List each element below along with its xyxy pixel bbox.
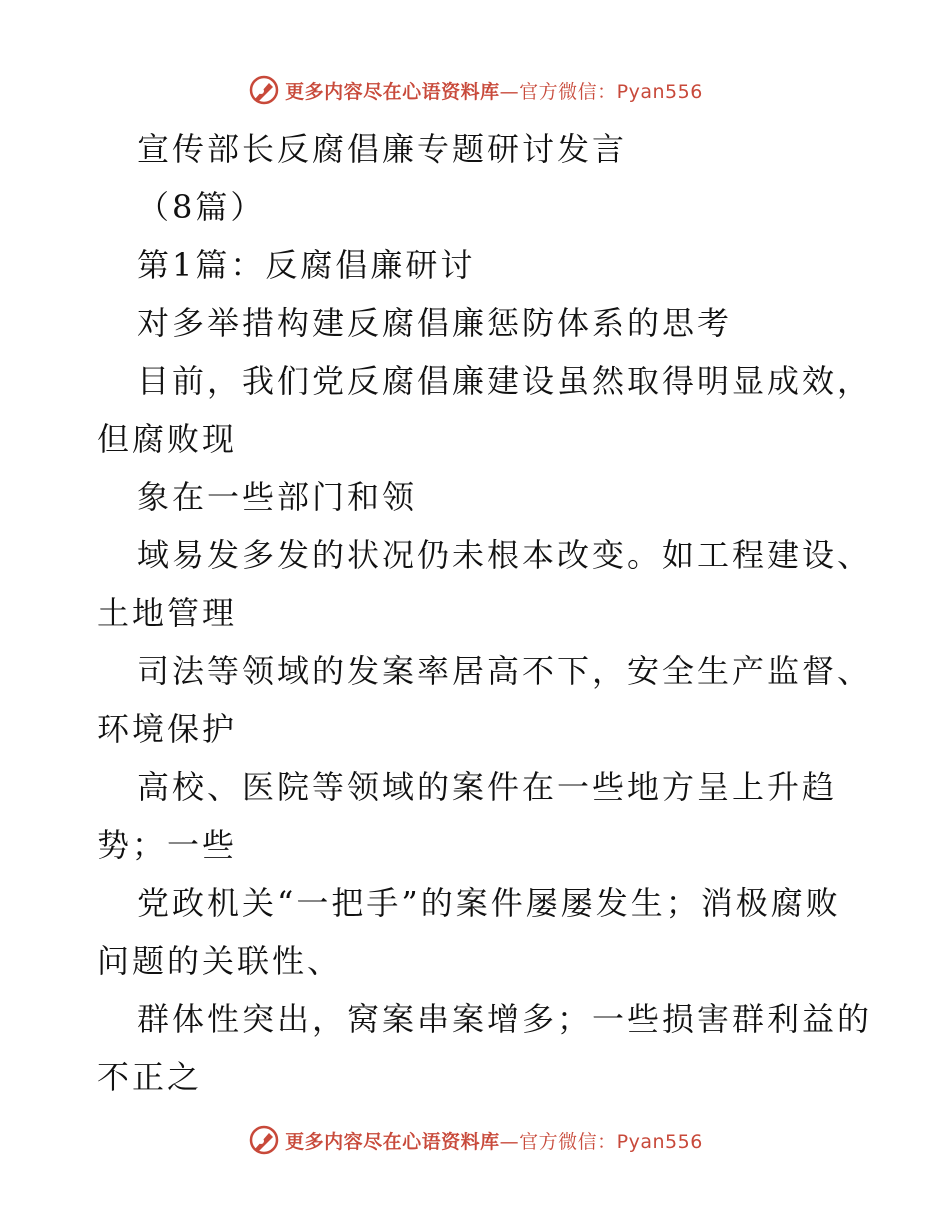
- watermark-text: 更多内容尽在心语资料库—官方微信：Pyan556: [285, 80, 703, 103]
- doc-subtitle: （8篇）: [137, 188, 266, 226]
- paragraph-line: 不正之: [97, 1058, 203, 1096]
- watermark-text: 更多内容尽在心语资料库—官方微信：Pyan556: [285, 1130, 703, 1153]
- paragraph-line: 高校、医院等领域的案件在一些地方呈上升趋: [137, 768, 838, 806]
- paragraph-line: 土地管理: [97, 594, 238, 632]
- header-watermark: [0, 70, 950, 110]
- paragraph-line: 势；一些: [97, 826, 238, 864]
- pen-nib-logo-icon: [247, 73, 281, 107]
- pen-nib-logo-icon: [247, 1123, 281, 1157]
- doc-title: 宣传部长反腐倡廉专题研讨发言: [137, 130, 628, 168]
- section-heading: 第1篇：反腐倡廉研讨: [137, 246, 476, 284]
- article-title: 对多举措构建反腐倡廉惩防体系的思考: [137, 304, 733, 342]
- paragraph-line: 党政机关“一把手”的案件屡屡发生；消极腐败: [137, 884, 841, 922]
- paragraph-line: 目前，我们党反腐倡廉建设虽然取得明显成效，: [137, 362, 873, 400]
- document-body: [97, 120, 897, 1106]
- paragraph-line: 象在一些部门和领: [137, 478, 418, 516]
- paragraph-line: 问题的关联性、: [97, 942, 343, 980]
- paragraph-line: 但腐败现: [97, 420, 238, 458]
- footer-watermark: [0, 1120, 950, 1160]
- paragraph-line: 司法等领域的发案率居高不下，安全生产监督、: [137, 652, 873, 690]
- paragraph-line: 环境保护: [97, 710, 238, 748]
- paragraph-line: 群体性突出，窝案串案增多；一些损害群利益的: [137, 1000, 873, 1038]
- paragraph-line: 域易发多发的状况仍未根本改变。如工程建设、: [137, 536, 873, 574]
